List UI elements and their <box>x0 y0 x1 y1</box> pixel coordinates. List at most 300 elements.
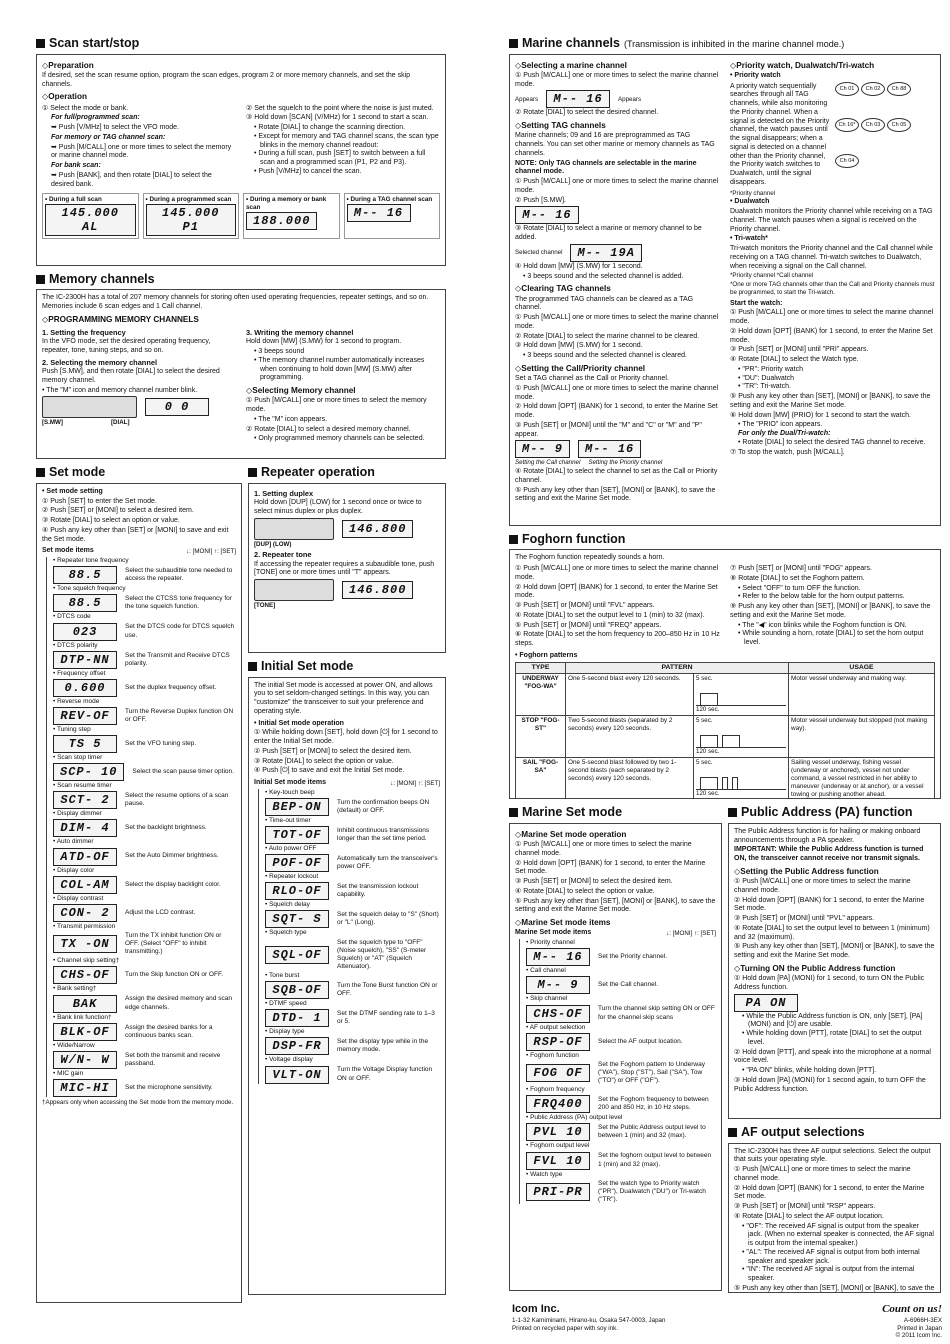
memory-scan-label: For memory or TAG channel scan: <box>51 133 166 141</box>
item-lcd: COL-AM <box>53 876 117 894</box>
radio-illustration <box>42 396 236 418</box>
item-lcd: PVL 10 <box>526 1123 590 1141</box>
item-description: Set the Auto Dimmer brightness. <box>125 852 219 860</box>
pattern-waveform <box>694 715 789 757</box>
fog-step9-a: • The "◀" icon blinks while the Foghorn function is ON. <box>738 621 907 629</box>
ms-items-label: Marine Set mode items <box>515 929 592 937</box>
ms-step1: ① Push [M/CALL] one or more times to select the marine channel mode. <box>515 841 692 857</box>
scan-step-1: ① Select the mode or bank. <box>42 104 129 112</box>
marineset-item <box>526 967 716 994</box>
set-mode-sub: • Set mode setting <box>42 487 103 495</box>
item-description: Select the display backlight color. <box>125 880 221 888</box>
set-mode-step3: ③ Rotate [DIAL] to select an option or value. <box>42 517 180 525</box>
item-description: Inhibit continuous transmissions longer than the set time period. <box>337 826 430 842</box>
table-row <box>516 715 935 757</box>
pa-setting-title: ◇ Setting the Public Address function <box>734 867 935 877</box>
item-label: • Display contrast <box>53 894 104 902</box>
item-lcd: SCP- 10 <box>53 763 124 781</box>
item-description: Select the scan pause timer option. <box>132 768 234 776</box>
dial-key-label: [DIAL] <box>110 419 130 427</box>
cp-step1: ① Push [M/CALL] one or more times to select the marine channel mode. <box>515 384 719 401</box>
marineset-item <box>526 1024 716 1051</box>
set-mode-section <box>36 483 242 1303</box>
waveform <box>696 728 786 748</box>
setmode-item <box>53 754 236 781</box>
appears-label: Appears <box>618 95 642 103</box>
item-description: Set the Transmit and Receive DTCS polarity. <box>125 651 230 667</box>
item-label: • Squelch type <box>265 929 307 937</box>
set-keys-legend: ↓: [MONI] ↑: [SET] <box>186 547 236 555</box>
scan-example-label: • During a memory or bank scan <box>246 196 327 212</box>
priority-watch-title: ◇ Priority watch, Dualwatch/Tri-watch <box>730 61 935 71</box>
duplex-lcd: 146.800 <box>342 520 413 538</box>
call-caption: Setting the Call channel <box>515 459 581 467</box>
scan-heading: Scan start/stop <box>36 36 446 52</box>
item-label: • Voltage display <box>265 1056 313 1064</box>
right-column <box>509 36 941 1299</box>
item-lcd: RLO-OF <box>265 882 329 900</box>
channel-circle-diagram <box>835 82 935 189</box>
pattern-type: STOP "FOG-ST" <box>516 715 566 757</box>
scan-example-programmed <box>143 193 240 239</box>
memory-step1-text: In the VFO mode, set the desired operating frequency, repeater, tone, tuning steps, and so on. <box>42 338 211 354</box>
item-description: Set the squelch delay to "S" (Short) or "L" (Long). <box>337 911 439 927</box>
item-label: • Auto dimmer <box>53 838 94 846</box>
wave-label-120: 120 sec. <box>696 705 720 713</box>
repeater-heading: Repeater operation <box>248 465 446 481</box>
af-step1: ① Push [M/CALL] one or more times to select the marine channel mode. <box>734 1166 911 1182</box>
wave-label: 5 sec. <box>696 716 713 724</box>
memory-step1-title: 1. Setting the frequency <box>42 328 126 337</box>
tone-text: If accessing the repeater requires a subaudible tone, push [TONE] one or more times until "T" appears. <box>254 560 435 577</box>
clear-step1: ① Push [M/CALL] one or more times to select the marine channel mode. <box>515 314 719 330</box>
fog-step2: ② Hold down [OPT] (BANK) for 1 second, to enter the Marine Set mode. <box>515 583 718 600</box>
pa-on-step3: ③ Hold down [PA] (MONI) for 1 second again, to turn OFF the Public Address function. <box>734 1076 926 1093</box>
item-label: • Public Address (PA) output level <box>526 1114 623 1122</box>
memory-lcd: 0 0 <box>145 398 209 416</box>
channel-circle: Ch 16* <box>835 118 859 132</box>
fog-step7: ⑦ Push [SET] or [MONI] until "FOG" appears. <box>730 565 872 572</box>
recycled-note: Printed on recycled paper with soy ink. <box>512 1324 618 1332</box>
memory-step2-title: 2. Selecting the memory channel <box>42 357 158 367</box>
set-mode-step4: ④ Push any key other than [SET] or [MONI] to save and exit the Set mode. <box>42 526 229 543</box>
pa-on-step1: ① Hold down [PA] (MONI) for 1 second, to turn ON the Public Address function. <box>734 975 925 991</box>
ms-step3: ③ Push [SET] or [MONI] to select the desired item. <box>515 878 673 886</box>
tone-title: 2. Repeater tone <box>254 550 312 560</box>
item-lcd: SCT- 2 <box>53 791 117 809</box>
item-description: Set the Public Address output level to between 1 (min) and 32 (max). <box>598 1124 706 1140</box>
watch-step4-b: • "DU": Dualwatch <box>738 374 795 382</box>
scan-bullet-4: • Push [V/MHz] to cancel the scan. <box>254 167 362 175</box>
item-description: Set the Priority channel. <box>598 953 668 961</box>
pattern-text: Two 5-second blasts (separated by 2 seconds) every 120 seconds. <box>566 715 694 757</box>
pattern-usage: Sailing vessel underway, fishing vessel (underway or anchored), vessel not under command, a vessel restricted in her ability to maneuver (underway or at anchor), or a vessel towing or pushing another ahead. <box>789 757 935 799</box>
item-lcd: TS 5 <box>53 735 117 753</box>
scan-lcd: 145.000 AL <box>45 204 136 236</box>
table-row <box>516 673 935 715</box>
setmode-item <box>53 810 236 837</box>
initial-step1: ① While holding down [SET], hold down [⏻] for 1 second to enter the Initial Set mode. <box>254 729 438 745</box>
cp-step3: ③ Push [SET] or [MONI] until the "M" and "C" or "M" and "P" appear. <box>515 421 702 438</box>
initial-item <box>265 873 440 900</box>
item-lcd: M-- 9 <box>526 976 590 994</box>
scan-bullet-2: • Except for memory and TAG channel scans, the scan type blinks in the memory channel readout: <box>254 132 439 149</box>
tag-title: ◇ Setting TAG channels <box>515 121 720 131</box>
setmode-item <box>53 957 236 984</box>
priority-caption: Setting the Priority channel <box>588 459 663 467</box>
item-lcd: FRQ400 <box>526 1095 590 1113</box>
item-description: Turn the Voltage Display function ON or OFF. <box>337 1066 433 1082</box>
col-usage: USAGE <box>789 662 935 673</box>
foghorn-pattern-table <box>515 662 935 800</box>
item-lcd: POF-OF <box>265 854 329 872</box>
channel-circle: Ch 04 <box>835 154 859 168</box>
tag-lcd: M-- 16 <box>515 206 579 224</box>
horn-blast <box>700 735 718 747</box>
af-step3: ③ Push [SET] or [MONI] until "RSP" appears. <box>734 1203 876 1210</box>
setmode-item <box>53 557 236 584</box>
scan-example-full <box>42 193 139 239</box>
item-description: Turn the confirmation beeps ON (default) or OFF. <box>337 798 430 814</box>
item-lcd: 023 <box>53 623 117 641</box>
setmode-item <box>53 867 236 894</box>
initial-item <box>265 789 440 816</box>
initial-op-title: • Initial Set mode operation <box>254 719 344 727</box>
item-description: Select the CTCSS tone frequency for the tone squelch function. <box>125 595 232 611</box>
fog-step1: ① Push [M/CALL] one or more times to select the marine channel mode. <box>515 565 719 581</box>
select-marine-step1: ① Push [M/CALL] one or more times to select the marine channel mode. <box>515 71 719 88</box>
initial-item <box>265 1028 440 1055</box>
item-label: • Foghorn function <box>526 1051 579 1059</box>
marineset-item <box>526 1114 716 1141</box>
triwatch-legend: *Priority channel *Call channel <box>730 272 814 280</box>
item-lcd: DIM- 4 <box>53 819 117 837</box>
printed-in: Printed in Japan <box>897 1324 942 1332</box>
watch-step1: ① Push [M/CALL] one or more times to select the marine channel mode. <box>730 309 934 326</box>
marine-set-items <box>519 939 716 1204</box>
scan-bullet-1: • Rotate [DIAL] to change the scanning direction. <box>254 124 406 132</box>
item-lcd: DSP-FR <box>265 1037 329 1055</box>
item-lcd: BLK-OF <box>53 1023 117 1041</box>
clear-tag-title: ◇ Clearing TAG channels <box>515 284 720 294</box>
set-mode-step2: ② Push [SET] or [MONI] to select a desired item. <box>42 507 194 515</box>
duplex-title: 1. Setting duplex <box>254 488 314 498</box>
memory-step2-bullet: • The "M" icon and memory channel number blink. <box>42 386 198 394</box>
af-step2: ② Hold down [OPT] (BANK) for 1 second, to enter the Marine Set mode. <box>734 1184 925 1201</box>
tag-step3: ③ Rotate [DIAL] to select a marine or memory channel to be added. <box>515 225 702 242</box>
set-mode-items <box>46 557 236 1097</box>
channel-circle: Ch 05 <box>887 118 911 132</box>
scan-lcd: M-- 16 <box>347 204 411 222</box>
initial-item <box>265 972 440 999</box>
pa-on-bullet-c: • "PA ON" blinks, while holding down [PTT]. <box>742 1067 877 1075</box>
fog-step8-b: • Refer to the below table for the horn output patterns. <box>738 593 905 601</box>
initial-item <box>265 817 440 844</box>
select-marine-step2: ② Rotate [DIAL] to select the desired channel. <box>515 109 659 117</box>
pa-lcd: PA ON <box>734 994 798 1012</box>
scan-section <box>36 54 446 266</box>
fog-step5: ⑤ Push [SET] or [MONI] until "FREQ" appears. <box>515 621 662 629</box>
transceiver-tone <box>254 579 334 601</box>
col-type: TYPE <box>516 662 566 673</box>
scan-example-memory <box>243 193 340 239</box>
ms-step2: ② Hold down [OPT] (BANK) for 1 second, to enter the Marine Set mode. <box>515 859 706 876</box>
clear-step2: ② Rotate [DIAL] to select the marine channel to be cleared. <box>515 332 700 340</box>
item-description: Turn the channel skip setting ON or OFF for the channel skip scans <box>598 1005 715 1021</box>
item-label: • AF output selection <box>526 1023 586 1031</box>
col-pattern: PATTERN <box>566 662 789 673</box>
pa-step4: ④ Rotate [DIAL] to set the output level to between 1 (minimum) and 32 (maximum). <box>734 924 930 941</box>
af-section <box>728 1143 941 1293</box>
marineset-item <box>526 939 716 966</box>
setmode-item <box>53 613 236 640</box>
setmode-item <box>53 923 236 957</box>
watch-step6-c: For only the Dual/Tri-watch: <box>738 430 831 438</box>
item-lcd: RSP-OF <box>526 1033 590 1051</box>
item-label: • Repeater tone frequency <box>53 557 129 565</box>
marine-lcd: M-- 16 <box>546 90 610 108</box>
item-label: • MIC gain <box>53 1069 84 1077</box>
setmode-item <box>53 1042 236 1069</box>
scan-example-tag <box>344 193 441 239</box>
full-scan-text: ➥ Push [V/MHz] to select the VFO mode. <box>51 124 180 132</box>
marineset-item <box>526 1052 716 1086</box>
marineset-item <box>526 1142 716 1169</box>
watch-step6: ⑥ Hold down [MW] (PRIO) for 1 second to start the watch. <box>730 411 911 419</box>
foghorn-section <box>509 549 941 799</box>
foghorn-intro: The Foghorn function repeatedly sounds a horn. <box>515 554 665 562</box>
initial-item <box>265 1056 440 1083</box>
memory-intro: The IC-2300H has a total of 207 memory channels for storing often used operating frequencies, repeater settings, and so on. Memories include 6 scan edges and 1 Call channel. <box>42 294 429 310</box>
item-label: • Tuning step <box>53 725 91 733</box>
tag-step1: ① Push [M/CALL] one or more times to select the marine channel mode. <box>515 178 719 194</box>
pa-on-step2: ② Hold down [PTT], and speak into the microphone at a normal voice level. <box>734 1048 931 1065</box>
select-memory-bullet1: • The "M" icon appears. <box>254 415 328 423</box>
tag-intro: Marine channels; 09 and 16 are preprogrammed as TAG channels. You can set other marine or memory channels as TAG channels. <box>515 132 715 157</box>
copyright: © 2011 Icom Inc. <box>895 1332 942 1340</box>
start-watch-title: Start the watch: <box>730 299 783 307</box>
watch-step2: ② Hold down [OPT] (BANK) for 1 second, to enter the Marine Set mode. <box>730 327 933 344</box>
bank-scan-label: For bank scan: <box>51 162 101 170</box>
item-lcd: DTD- 1 <box>265 1009 329 1027</box>
foghorn-heading: Foghorn function <box>509 532 941 548</box>
full-scan-label: For full/programmed scan: <box>51 114 140 122</box>
item-label: • Auto power OFF <box>265 845 317 852</box>
item-label: • Time-out timer <box>265 816 311 824</box>
watch-step6-d: • Rotate [DIAL] to select the desired TAG channel to receive. <box>738 438 926 446</box>
triwatch-label: • Tri-watch* <box>730 235 768 243</box>
af-step4-a: • "OF": The received AF signal is output from the speaker jack. (When no external speaker is connected, the AF signal is output from the internal speaker.) <box>742 1222 934 1247</box>
watch-step4-c: • "TR": Tri-watch. <box>738 383 791 391</box>
item-lcd: FOG OF <box>526 1064 590 1082</box>
item-lcd: SQB-OF <box>265 981 329 999</box>
ms-items-title: ◇ Marine Set mode items <box>515 918 716 928</box>
tone-key-label: [TONE] <box>254 602 276 610</box>
item-lcd: CHS-OF <box>53 966 117 984</box>
left-column <box>36 36 446 1309</box>
setmode-item <box>53 895 236 922</box>
item-label: • Reverse mode <box>53 697 100 705</box>
item-label: • Wide/Narrow <box>53 1041 95 1049</box>
item-description: Select the AF output location. <box>598 1037 683 1045</box>
channel-circle: Ch 03 <box>861 118 885 132</box>
scan-example-label: • During a TAG channel scan <box>346 196 433 204</box>
foghorn-patterns-title: • Foghorn patterns <box>515 651 578 659</box>
preparation-title: ◇ Preparation <box>42 61 440 71</box>
item-label: • Bank link function† <box>53 1013 112 1021</box>
initial-items-label: Initial Set mode items <box>254 779 326 786</box>
item-label: • Frequency offset <box>53 669 106 677</box>
transceiver-dup <box>254 518 334 540</box>
pa-heading: Public Address (PA) function <box>728 805 941 821</box>
pa-step2: ② Hold down [OPT] (BANK) for 1 second, to enter the Marine Set mode. <box>734 896 925 913</box>
pa-step5: ⑤ Push any key other than [SET], [MONI] or [BANK], to save the setting and exit the Marine Set mode. <box>734 943 935 960</box>
item-lcd: TOT-OF <box>265 826 329 844</box>
watch-step6-b: • The "PRIO" icon appears. <box>738 421 823 429</box>
item-label: • Scan resume timer <box>53 782 112 790</box>
pattern-type: UNDERWAY "FOG-WA" <box>516 673 566 715</box>
watch-step4: ④ Rotate [DIAL] to select the Watch type. <box>730 356 859 364</box>
setmode-item <box>53 726 236 753</box>
fog-step8: ⑧ Rotate [DIAL] to set the Foghorn pattern. <box>730 574 865 582</box>
watch-step5: ⑤ Push any key other than [SET], [MONI] or [BANK], to save the setting and exit the Marine Set mode. <box>730 393 931 409</box>
pattern-text: One 5-second blast followed by two 1-second blasts (each separated by 2 seconds) every 120 seconds. <box>566 757 694 799</box>
dup-key-label: [DUP] (LOW) <box>254 540 292 548</box>
fog-step9-b: • While sounding a horn, rotate [DIAL] to set the horn output level. <box>738 630 924 646</box>
item-description: Set the DTMF sending rate to 1–3 or 5. <box>337 1010 435 1026</box>
item-label: • Tone burst <box>265 972 300 979</box>
initial-item <box>265 901 440 928</box>
item-description: Set the VFO tuning step. <box>125 739 197 747</box>
item-description: Turn the Reverse Duplex function ON or OFF. <box>125 707 234 723</box>
smw-key-label: [S.MW] <box>42 419 63 427</box>
scan-display-examples <box>42 193 440 239</box>
setmode-item <box>53 1014 236 1041</box>
item-label: • Call channel <box>526 967 566 975</box>
setmode-item <box>53 698 236 725</box>
item-label: • Bank setting† <box>53 985 97 993</box>
call-priority-title: ◇ Setting the Call/Priority channel <box>515 364 720 374</box>
bank-scan-text: ➥ Push [BANK], and then rotate [DIAL] to select the desired bank. <box>51 171 212 188</box>
company-address: 1-1-32 Kamiminami, Hirano-ku, Osaka 547-0003, Japan <box>512 1316 666 1324</box>
item-description: Turn the Skip function ON or OFF. <box>125 971 224 979</box>
triwatch-note: *One or more TAG channels other than the Call and Priority channels must be programmed, to start the Tri-watch. <box>730 281 935 296</box>
item-lcd: FVL 10 <box>526 1152 590 1170</box>
setmode-item <box>53 985 236 1012</box>
af-step4-c: • "IN": The received AF signal is output from the internal speaker. <box>742 1266 915 1282</box>
watch-step4-a: • "PR": Priority watch <box>738 365 803 373</box>
item-lcd: DTP-NN <box>53 651 117 669</box>
item-label: • Channel skip setting† <box>53 957 120 965</box>
item-description: Set the microphone sensitivity. <box>125 1083 213 1091</box>
memory-step3-title: 3. Writing the memory channel <box>246 328 354 337</box>
set-mode-heading: Set mode <box>36 465 242 481</box>
select-marine-title: ◇ Selecting a marine channel <box>515 61 720 71</box>
initial-intro: The initial Set mode is accessed at power ON, and allows you to set seldom-changed settings. In this way, you can "customize" the transceiver to suit your preference and operating style. <box>254 681 433 715</box>
item-lcd: ATD-OF <box>53 848 117 866</box>
item-lcd: TX -ON <box>53 935 117 953</box>
item-lcd: MIC-HI <box>53 1079 117 1097</box>
memory-step3-bullet-b: • The memory channel number automatically increases when continuing to hold down [MW] (S.MW) after programming. <box>254 356 425 382</box>
transceiver-front-panel <box>42 396 137 418</box>
scan-lcd: 188.000 <box>246 212 317 230</box>
dualwatch-label: • Dualwatch <box>730 198 770 206</box>
af-step4-b: • "AL": The received AF signal is output from both internal speaker and speaker jack. <box>742 1248 920 1265</box>
scan-step-2: ② Set the squelch to the point where the noise is just muted. <box>246 104 434 112</box>
tag-step4-bullet: • 3 beeps sound and the selected channel is added. <box>523 272 684 280</box>
clear-step3: ③ Hold down [MW] (S.MW) for 1 second. <box>515 342 643 350</box>
setmode-item <box>53 1070 236 1097</box>
pattern-type: SAIL "FOG-SA" <box>516 757 566 799</box>
repeater-section <box>248 483 446 653</box>
memory-step2-text: Push [S.MW], and then rotate [DIAL] to select the desired memory channel. <box>42 368 220 384</box>
item-label: • Foghorn output level <box>526 1142 590 1150</box>
channel-circle: Ch 88 <box>887 82 911 96</box>
cp-step2: ② Hold down [OPT] (BANK) for 1 second, to enter the Marine Set mode. <box>515 403 718 420</box>
item-description: Set the Call channel. <box>598 981 658 989</box>
item-description: Set the DTCS code for DTCS squelch use. <box>125 623 235 639</box>
item-lcd: M-- 16 <box>526 948 590 966</box>
fog-step4: ④ Rotate [DIAL] to set the output level to 1 (min) to 32 (max). <box>515 611 705 619</box>
item-label: • Squelch delay <box>265 901 310 909</box>
item-label: • Display color <box>53 866 95 874</box>
item-description: Set the display type while in the memory mode. <box>337 1038 429 1054</box>
waveform <box>696 770 786 790</box>
initial-item <box>265 1000 440 1027</box>
item-description: Set the transmission lockout capability. <box>337 883 419 899</box>
cp-intro: Set a TAG channel as the Call or Priority channel. <box>515 375 669 383</box>
scan-step-3: ③ Hold down [SCAN] (V/MHz) for 1 second to start a scan. <box>246 114 429 122</box>
item-lcd: 88.5 <box>53 566 117 584</box>
priority-channel-note: *Priority channel <box>730 189 776 197</box>
item-label: • Display dimmer <box>53 810 102 818</box>
pattern-usage: Motor vessel underway and making way. <box>789 673 935 715</box>
priority-watch-label: • Priority watch <box>730 71 781 79</box>
doc-code: A-6966H-3EX <box>903 1316 942 1324</box>
tag-step2: ② Push [S.MW]. <box>515 196 567 204</box>
pattern-waveform <box>694 757 789 799</box>
af-intro: The IC-2300H has three AF output selections. Select the output that suits your operating style. <box>734 1147 931 1164</box>
select-memory-step1: ① Push [M/CALL] one or more times to select the memory mode. <box>246 397 427 413</box>
scan-operation <box>42 104 440 191</box>
pa-important: IMPORTANT: While the Public Address function is turned ON, the transceiver cannot receive nor transmit signals. <box>734 846 924 863</box>
set-mode-note: †Appears only when accessing the Set mode from the memory mode. <box>42 1098 234 1106</box>
item-lcd: CHS-OF <box>526 1005 590 1023</box>
item-lcd: SQL-OF <box>265 946 329 964</box>
appears-label: Appears <box>515 95 539 103</box>
item-label: • Transmit permission <box>53 922 116 930</box>
cp-step4: ④ Rotate [DIAL] to select the channel to set as the Call or Priority channel. <box>515 468 718 484</box>
setmode-item <box>53 670 236 697</box>
waveform <box>696 686 786 706</box>
setmode-item <box>53 642 236 669</box>
item-label: • Priority channel <box>526 939 575 947</box>
pattern-waveform <box>694 673 789 715</box>
af-heading: AF output selections <box>728 1125 941 1141</box>
pa-on-title: ◇ Turning ON the Public Address function <box>734 964 935 974</box>
wave-label-120: 120 sec. <box>696 747 720 755</box>
item-description: Select the resume options of a scan pause. <box>125 792 229 808</box>
preparation-text: If desired, set the scan resume option, program the scan edges, program 2 or more memory channels, and set the skip channels. <box>42 71 411 88</box>
ms-keys-legend: ↓: [MONI] ↑: [SET] <box>666 929 716 937</box>
fog-step6: ⑥ Rotate [DIAL] to set the horn frequency to 200–850 Hz in 10 Hz steps. <box>515 631 720 647</box>
item-label: • Tone squelch frequency <box>53 585 126 593</box>
item-description: Set the duplex frequency offset. <box>125 683 217 691</box>
initial-keys-legend: ↓: [MONI] ↑: [SET] <box>390 779 440 787</box>
watch-step3: ③ Push [SET] or [MONI] until "PRI" appears. <box>730 346 869 354</box>
item-label: • DTCS polarity <box>53 641 98 649</box>
item-label: • Scan stop timer <box>53 754 103 761</box>
